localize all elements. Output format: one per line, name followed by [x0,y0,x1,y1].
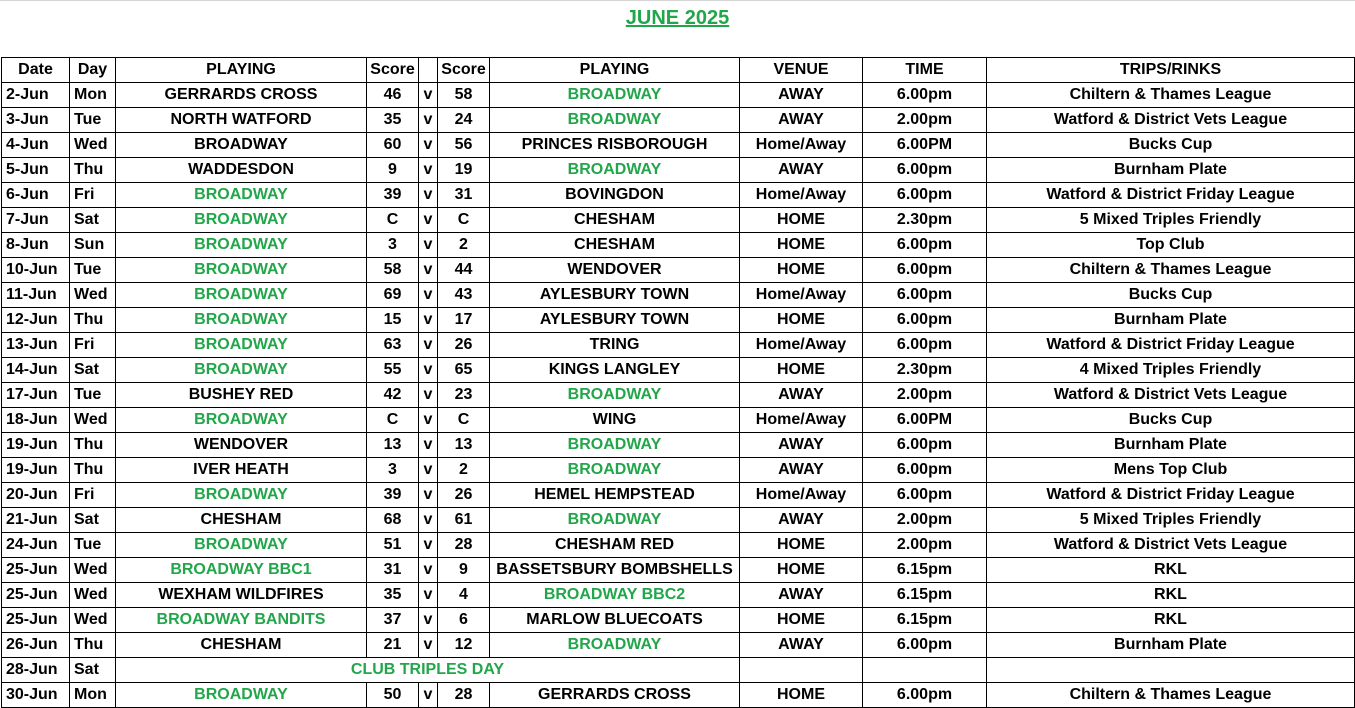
home-team-cell: BROADWAY [116,358,367,383]
venue-cell: HOME [740,358,863,383]
away-team-cell: BROADWAY [490,108,740,133]
date-cell: 10-Jun [2,258,70,283]
date-cell: 19-Jun [2,433,70,458]
day-cell: Fri [70,183,116,208]
home-score-cell: 69 [367,283,419,308]
home-team-cell: BROADWAY [116,483,367,508]
day-cell: Sat [70,508,116,533]
fixture-row [2,233,1355,258]
trips-cell: Watford & District Vets League [987,383,1355,408]
trips-cell: Burnham Plate [987,308,1355,333]
fixture-row [2,258,1355,283]
time-cell: 6.00pm [863,158,987,183]
date-cell: 7-Jun [2,208,70,233]
versus-cell: v [419,283,438,308]
venue-cell: Home/Away [740,283,863,308]
time-cell: 6.00pm [863,258,987,283]
date-cell: 6-Jun [2,183,70,208]
venue-cell: Home/Away [740,483,863,508]
time-cell: 6.15pm [863,583,987,608]
time-cell: 6.00pm [863,183,987,208]
versus-cell: v [419,533,438,558]
versus-cell: v [419,133,438,158]
venue-cell: AWAY [740,108,863,133]
header-trips: TRIPS/RINKS [987,58,1355,83]
away-team-cell: BOVINGDON [490,183,740,208]
day-cell: Wed [70,608,116,633]
versus-cell: v [419,583,438,608]
time-cell: 6.00pm [863,683,987,708]
venue-cell: AWAY [740,633,863,658]
home-team-cell: BUSHEY RED [116,383,367,408]
versus-cell: v [419,258,438,283]
day-cell: Wed [70,583,116,608]
venue-cell: HOME [740,258,863,283]
time-cell: 6.00pm [863,633,987,658]
away-team-cell: PRINCES RISBOROUGH [490,133,740,158]
away-score-cell: 13 [438,433,490,458]
trips-cell: Watford & District Vets League [987,533,1355,558]
header-time: TIME [863,58,987,83]
versus-cell: v [419,508,438,533]
home-team-cell: BROADWAY [116,283,367,308]
home-team-cell: BROADWAY [116,133,367,158]
fixtures-table [1,57,1355,708]
away-team-cell: WENDOVER [490,258,740,283]
day-cell: Tue [70,108,116,133]
home-team-cell: NORTH WATFORD [116,108,367,133]
trips-cell: RKL [987,558,1355,583]
away-score-cell: 12 [438,633,490,658]
special-event-cell: CLUB TRIPLES DAY [116,658,740,683]
home-score-cell: 3 [367,458,419,483]
versus-cell: v [419,333,438,358]
day-cell: Fri [70,333,116,358]
away-team-cell: GERRARDS CROSS [490,683,740,708]
header-playing-home: PLAYING [116,58,367,83]
date-cell: 14-Jun [2,358,70,383]
fixture-row [2,83,1355,108]
date-cell: 4-Jun [2,133,70,158]
versus-cell: v [419,233,438,258]
away-score-cell: 2 [438,458,490,483]
date-cell: 19-Jun [2,458,70,483]
trips-cell: Watford & District Friday League [987,333,1355,358]
fixture-row [2,408,1355,433]
fixture-row [2,433,1355,458]
away-team-cell: BROADWAY [490,433,740,458]
home-score-cell: 46 [367,83,419,108]
away-score-cell: 24 [438,108,490,133]
away-score-cell: 4 [438,583,490,608]
versus-cell: v [419,608,438,633]
venue-cell: AWAY [740,383,863,408]
date-cell: 18-Jun [2,408,70,433]
fixture-row [2,458,1355,483]
trips-cell: RKL [987,608,1355,633]
versus-cell: v [419,83,438,108]
versus-cell: v [419,183,438,208]
fixture-row [2,633,1355,658]
away-score-cell: 23 [438,383,490,408]
trips-cell: Watford & District Friday League [987,183,1355,208]
venue-cell: AWAY [740,158,863,183]
away-score-cell: 2 [438,233,490,258]
home-score-cell: 51 [367,533,419,558]
venue-cell: AWAY [740,458,863,483]
trips-cell: Watford & District Friday League [987,483,1355,508]
date-cell: 20-Jun [2,483,70,508]
away-score-cell: 28 [438,683,490,708]
time-cell: 6.15pm [863,558,987,583]
away-score-cell: C [438,408,490,433]
away-team-cell: BROADWAY [490,383,740,408]
away-score-cell: 61 [438,508,490,533]
fixture-row [2,508,1355,533]
date-cell: 25-Jun [2,558,70,583]
versus-cell: v [419,383,438,408]
versus-cell: v [419,458,438,483]
trips-cell: Chiltern & Thames League [987,683,1355,708]
versus-cell: v [419,208,438,233]
home-team-cell: BROADWAY [116,333,367,358]
day-cell: Fri [70,483,116,508]
away-score-cell: 9 [438,558,490,583]
day-cell: Tue [70,533,116,558]
date-cell: 25-Jun [2,608,70,633]
away-team-cell: BROADWAY [490,158,740,183]
date-cell: 17-Jun [2,383,70,408]
venue-cell: Home/Away [740,133,863,158]
away-team-cell: AYLESBURY TOWN [490,308,740,333]
time-cell: 2.00pm [863,533,987,558]
day-cell: Wed [70,133,116,158]
date-cell: 3-Jun [2,108,70,133]
away-team-cell: TRING [490,333,740,358]
versus-cell: v [419,408,438,433]
date-cell: 25-Jun [2,583,70,608]
time-cell: 2.00pm [863,383,987,408]
home-score-cell: 39 [367,483,419,508]
day-cell: Mon [70,683,116,708]
venue-cell: AWAY [740,508,863,533]
away-team-cell: CHESHAM RED [490,533,740,558]
home-score-cell: C [367,408,419,433]
time-cell: 6.00pm [863,333,987,358]
time-cell: 6.00pm [863,458,987,483]
time-cell: 2.00pm [863,108,987,133]
trips-cell: Bucks Cup [987,283,1355,308]
home-score-cell: 9 [367,158,419,183]
home-score-cell: 58 [367,258,419,283]
header-playing-away: PLAYING [490,58,740,83]
home-team-cell: BROADWAY [116,258,367,283]
home-score-cell: 50 [367,683,419,708]
venue-cell: Home/Away [740,183,863,208]
day-cell: Sat [70,208,116,233]
venue-cell [740,658,863,683]
versus-cell: v [419,483,438,508]
venue-cell: HOME [740,233,863,258]
trips-cell: Bucks Cup [987,133,1355,158]
away-team-cell: BROADWAY BBC2 [490,583,740,608]
fixture-row [2,658,1355,683]
day-cell: Tue [70,258,116,283]
date-cell: 2-Jun [2,83,70,108]
venue-cell: HOME [740,308,863,333]
fixture-row [2,358,1355,383]
versus-cell: v [419,158,438,183]
date-cell: 30-Jun [2,683,70,708]
away-score-cell: 58 [438,83,490,108]
fixture-row [2,558,1355,583]
time-cell: 6.00PM [863,408,987,433]
away-score-cell: 19 [438,158,490,183]
away-score-cell: C [438,208,490,233]
venue-cell: AWAY [740,433,863,458]
away-score-cell: 31 [438,183,490,208]
away-score-cell: 44 [438,258,490,283]
fixture-row [2,383,1355,408]
date-cell: 11-Jun [2,283,70,308]
header-score-away: Score [438,58,490,83]
date-cell: 13-Jun [2,333,70,358]
day-cell: Sat [70,658,116,683]
trips-cell: Burnham Plate [987,633,1355,658]
trips-cell: Chiltern & Thames League [987,83,1355,108]
away-team-cell: CHESHAM [490,233,740,258]
day-cell: Wed [70,558,116,583]
away-score-cell: 17 [438,308,490,333]
venue-cell: Home/Away [740,333,863,358]
time-cell: 6.00pm [863,308,987,333]
trips-cell: 5 Mixed Triples Friendly [987,508,1355,533]
trips-cell: RKL [987,583,1355,608]
away-team-cell: MARLOW BLUECOATS [490,608,740,633]
home-team-cell: BROADWAY BBC1 [116,558,367,583]
date-cell: 26-Jun [2,633,70,658]
home-team-cell: WENDOVER [116,433,367,458]
home-team-cell: BROADWAY [116,408,367,433]
fixture-row [2,533,1355,558]
date-cell: 12-Jun [2,308,70,333]
header-score-home: Score [367,58,419,83]
header-venue: VENUE [740,58,863,83]
time-cell: 2.30pm [863,358,987,383]
away-team-cell: BASSETSBURY BOMBSHELLS [490,558,740,583]
venue-cell: HOME [740,558,863,583]
home-team-cell: BROADWAY [116,308,367,333]
fixture-row [2,183,1355,208]
home-team-cell: BROADWAY [116,183,367,208]
versus-cell: v [419,358,438,383]
page-title: JUNE 2025 [625,7,730,29]
versus-cell: v [419,558,438,583]
away-team-cell: BROADWAY [490,83,740,108]
time-cell: 6.00pm [863,433,987,458]
day-cell: Thu [70,308,116,333]
venue-cell: HOME [740,208,863,233]
away-team-cell: HEMEL HEMPSTEAD [490,483,740,508]
away-score-cell: 43 [438,283,490,308]
away-team-cell: BROADWAY [490,508,740,533]
day-cell: Thu [70,158,116,183]
time-cell: 2.00pm [863,508,987,533]
trips-cell: Watford & District Vets League [987,108,1355,133]
home-score-cell: 31 [367,558,419,583]
trips-cell: Burnham Plate [987,433,1355,458]
home-team-cell: CHESHAM [116,508,367,533]
date-cell: 28-Jun [2,658,70,683]
day-cell: Tue [70,383,116,408]
trips-cell: 4 Mixed Triples Friendly [987,358,1355,383]
time-cell: 6.00PM [863,133,987,158]
fixture-row [2,208,1355,233]
day-cell: Thu [70,433,116,458]
fixture-row [2,333,1355,358]
home-score-cell: 37 [367,608,419,633]
day-cell: Wed [70,408,116,433]
fixture-row [2,583,1355,608]
trips-cell: Chiltern & Thames League [987,258,1355,283]
home-score-cell: C [367,208,419,233]
header-row [2,58,1355,83]
header-day: Day [70,58,116,83]
home-team-cell: BROADWAY [116,533,367,558]
venue-cell: Home/Away [740,408,863,433]
trips-cell: Burnham Plate [987,158,1355,183]
fixture-row [2,158,1355,183]
day-cell: Sun [70,233,116,258]
home-team-cell: WADDESDON [116,158,367,183]
home-team-cell: IVER HEATH [116,458,367,483]
trips-cell [987,658,1355,683]
trips-cell: Top Club [987,233,1355,258]
away-team-cell: BROADWAY [490,633,740,658]
time-cell: 6.00pm [863,233,987,258]
away-score-cell: 28 [438,533,490,558]
home-team-cell: GERRARDS CROSS [116,83,367,108]
home-team-cell: CHESHAM [116,633,367,658]
date-cell: 21-Jun [2,508,70,533]
day-cell: Mon [70,83,116,108]
venue-cell: HOME [740,608,863,633]
away-team-cell: AYLESBURY TOWN [490,283,740,308]
date-cell: 8-Jun [2,233,70,258]
time-cell [863,658,987,683]
fixture-row [2,133,1355,158]
home-score-cell: 55 [367,358,419,383]
home-team-cell: WEXHAM WILDFIRES [116,583,367,608]
venue-cell: HOME [740,683,863,708]
time-cell: 6.00pm [863,83,987,108]
home-score-cell: 35 [367,583,419,608]
away-score-cell: 65 [438,358,490,383]
title-area [0,0,1355,56]
trips-cell: Mens Top Club [987,458,1355,483]
time-cell: 6.00pm [863,283,987,308]
versus-cell: v [419,308,438,333]
versus-cell: v [419,633,438,658]
time-cell: 2.30pm [863,208,987,233]
away-score-cell: 6 [438,608,490,633]
header-date: Date [2,58,70,83]
home-score-cell: 60 [367,133,419,158]
away-score-cell: 26 [438,333,490,358]
home-score-cell: 3 [367,233,419,258]
day-cell: Thu [70,458,116,483]
home-team-cell: BROADWAY [116,208,367,233]
venue-cell: AWAY [740,583,863,608]
fixture-row [2,683,1355,708]
away-team-cell: BROADWAY [490,458,740,483]
fixtures-body [2,83,1355,708]
header-blank [419,58,438,83]
fixture-row [2,108,1355,133]
day-cell: Thu [70,633,116,658]
away-team-cell: CHESHAM [490,208,740,233]
versus-cell: v [419,433,438,458]
venue-cell: HOME [740,533,863,558]
day-cell: Wed [70,283,116,308]
away-team-cell: WING [490,408,740,433]
trips-cell: Bucks Cup [987,408,1355,433]
day-cell: Sat [70,358,116,383]
home-team-cell: BROADWAY [116,233,367,258]
home-score-cell: 68 [367,508,419,533]
fixture-row [2,308,1355,333]
home-score-cell: 21 [367,633,419,658]
home-score-cell: 39 [367,183,419,208]
versus-cell: v [419,683,438,708]
fixture-row [2,608,1355,633]
away-team-cell: KINGS LANGLEY [490,358,740,383]
versus-cell: v [419,108,438,133]
home-score-cell: 42 [367,383,419,408]
home-score-cell: 13 [367,433,419,458]
home-score-cell: 63 [367,333,419,358]
date-cell: 24-Jun [2,533,70,558]
home-team-cell: BROADWAY [116,683,367,708]
fixture-row [2,483,1355,508]
away-score-cell: 26 [438,483,490,508]
home-score-cell: 35 [367,108,419,133]
away-score-cell: 56 [438,133,490,158]
home-team-cell: BROADWAY BANDITS [116,608,367,633]
home-score-cell: 15 [367,308,419,333]
time-cell: 6.00pm [863,483,987,508]
date-cell: 5-Jun [2,158,70,183]
venue-cell: AWAY [740,83,863,108]
time-cell: 6.15pm [863,608,987,633]
trips-cell: 5 Mixed Triples Friendly [987,208,1355,233]
fixture-row [2,283,1355,308]
